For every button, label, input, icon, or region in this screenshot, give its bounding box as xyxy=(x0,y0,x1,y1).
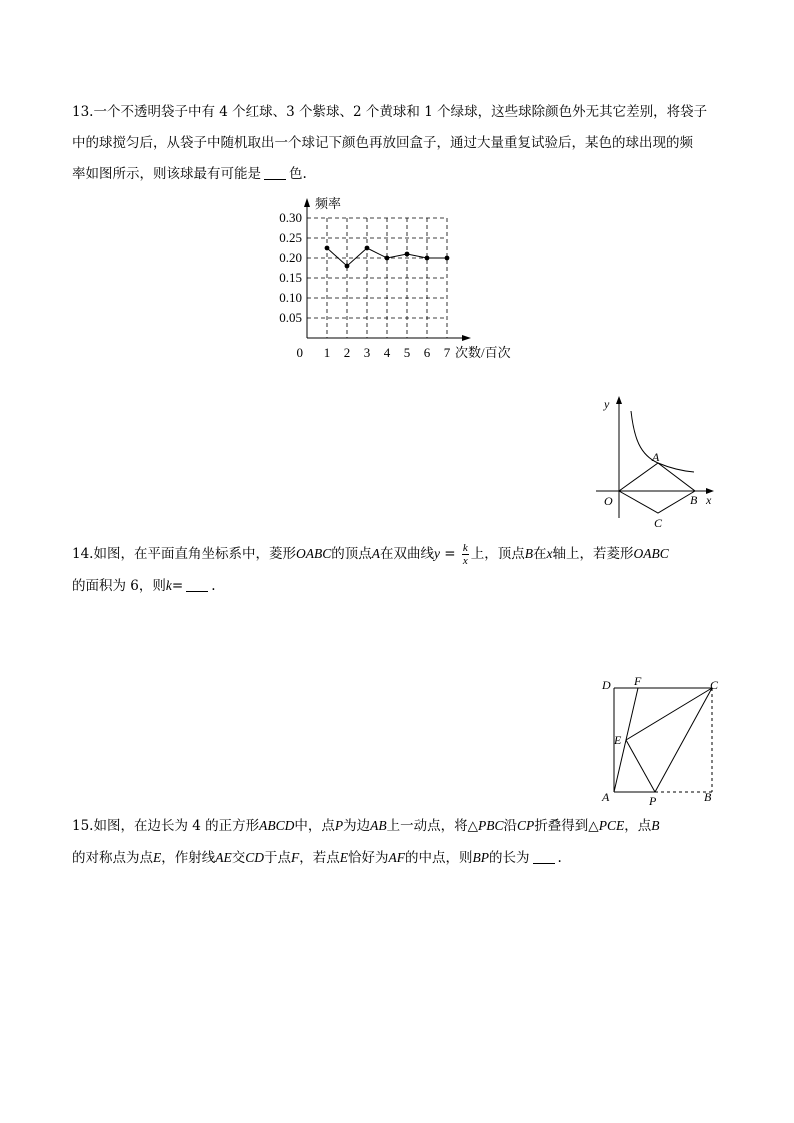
question-13 xyxy=(72,97,724,190)
x-tick-label: 7 xyxy=(443,345,451,360)
label-b: B xyxy=(690,493,698,507)
label-e: E xyxy=(614,733,622,747)
q14-line-1: 14.如图，在平面直角坐标系中，菱形OABC的顶点A在双曲线y = $\frac{k}{x}$ 上，顶点B在x轴上，若菱形OABC xyxy=(72,542,669,567)
fraction-k-over-x: $\frac{k}{x}$ xyxy=(462,542,468,567)
label-c: C xyxy=(710,678,719,692)
label-o: O xyxy=(604,494,613,508)
data-point xyxy=(345,264,350,269)
y-axis-arrow-icon xyxy=(304,198,310,207)
answer-blank xyxy=(533,849,555,864)
data-point xyxy=(385,256,390,261)
x-tick-label: 6 xyxy=(423,345,431,360)
q13-line-3: 率如图所示，则该球最有可能是 色. xyxy=(72,166,307,182)
y-axis-title: 频率 xyxy=(315,196,342,211)
answer-blank xyxy=(264,165,286,180)
label-y: y xyxy=(604,397,610,411)
y-tick-label: 0.05 xyxy=(279,310,302,325)
q15-line-2: 的对称点为点E，作射线AE交CD于点F，若点E恰好为AF的中点，则BP的长为 . xyxy=(72,850,562,866)
label-d: D xyxy=(602,678,611,692)
figure-15-square-fold xyxy=(598,673,728,808)
label-f: F xyxy=(634,674,642,688)
question-15 xyxy=(72,810,724,874)
answer-blank xyxy=(186,577,208,592)
y-tick-label: 0.15 xyxy=(279,270,302,285)
hyperbola-curve xyxy=(631,411,694,472)
y-tick-label: 0.30 xyxy=(279,210,302,225)
x-tick-label: 2 xyxy=(343,345,351,360)
segment-ep xyxy=(626,740,655,792)
y-tick-label: 0.20 xyxy=(279,250,302,265)
x-tick-label: 1 xyxy=(323,345,331,360)
x-axis-title: 次数/百次 xyxy=(455,345,511,360)
q13-line-2: 中的球搅匀后，从袋子中随机取出一个球记下颜色再放回盒子，通过大量重复试验后，某色的球出现的频 xyxy=(72,135,693,151)
q13-line-1: 13.一个不透明袋子中有 4 个红球、3 个紫球、2 个黄球和 1 个绿球，这些球除颜色外无其它差别，将袋子 xyxy=(72,104,708,120)
y-tick-label: 0.10 xyxy=(279,290,302,305)
data-point xyxy=(365,246,370,251)
label-x: x xyxy=(706,493,712,507)
x-tick-label: 5 xyxy=(403,345,411,360)
data-point xyxy=(445,256,450,261)
x-tick-label: 3 xyxy=(363,345,371,360)
data-point xyxy=(405,252,410,257)
segment-ec xyxy=(626,688,712,740)
q15-line-1: 15.如图，在边长为 4 的正方形ABCD中，点P为边AB上一动点，将△PBC沿CP折叠得到△PCE，点B xyxy=(72,818,660,834)
figure-14-rhombus-hyperbola xyxy=(590,393,725,533)
data-point xyxy=(425,256,430,261)
label-p: P xyxy=(649,794,657,808)
x-tick-label: 4 xyxy=(383,345,391,360)
segment-pc xyxy=(655,688,712,792)
q14-line-2: 的面积为 6，则k= . xyxy=(72,578,216,594)
y-tick-label: 0.25 xyxy=(279,230,302,245)
label-a: A xyxy=(652,450,660,464)
question-14 xyxy=(72,538,724,602)
label-b: B xyxy=(704,790,712,804)
data-point xyxy=(325,246,330,251)
origin-label: 0 xyxy=(296,345,303,360)
x-axis-arrow-icon xyxy=(462,335,471,341)
label-c: C xyxy=(654,516,663,530)
y-axis-arrow-icon xyxy=(616,396,622,404)
label-a: A xyxy=(602,790,610,804)
frequency-chart xyxy=(260,188,540,368)
